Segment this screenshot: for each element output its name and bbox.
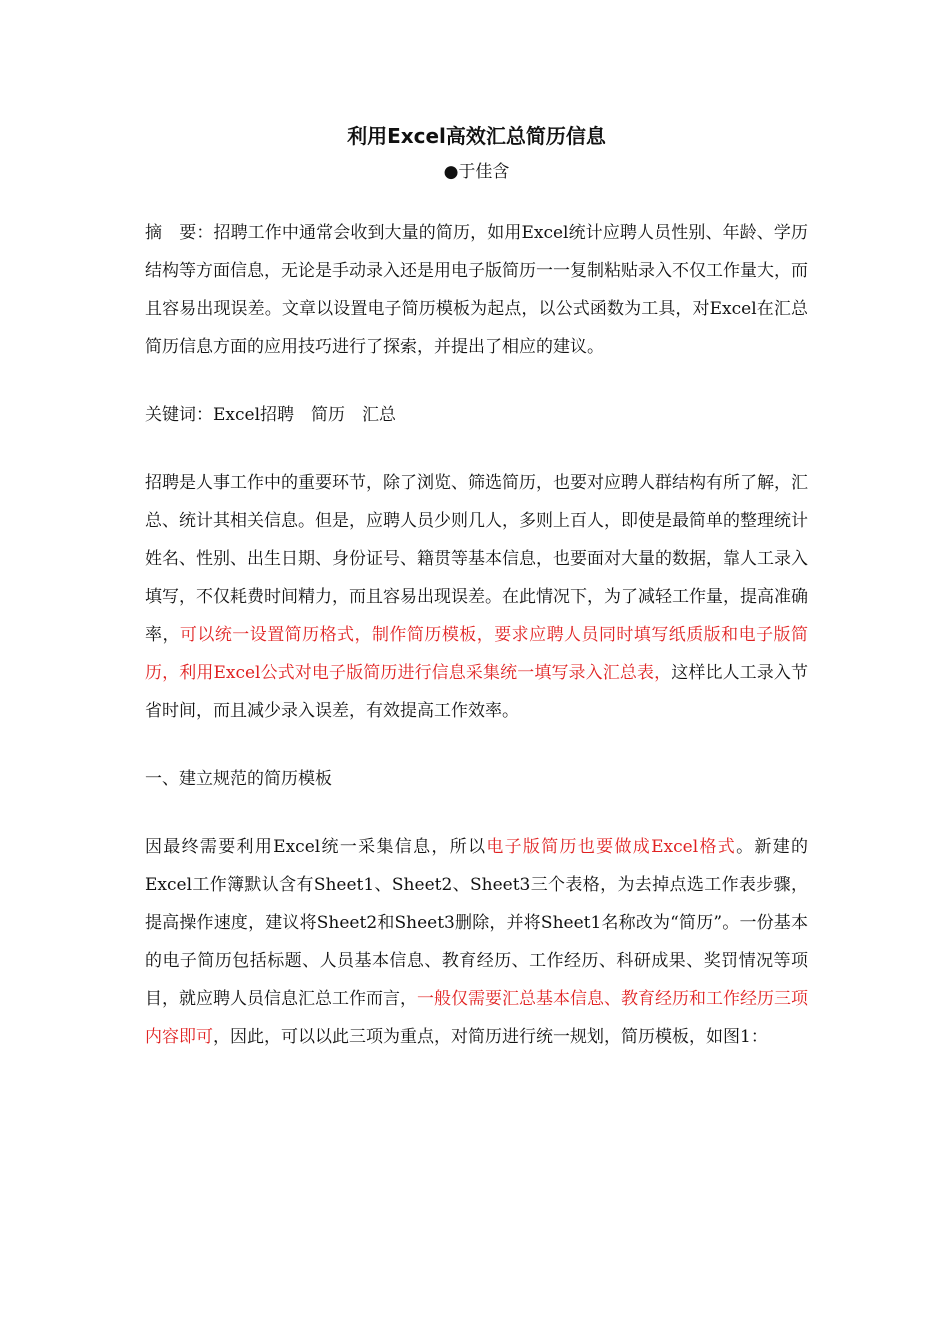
intro-text-1: 招聘是人事工作中的重要环节，除了浏览、筛选简历，也要对应聘人群结构有所了解，汇总、统计其相关信息。但是，应聘人员少则几人，多则上百人，即使是最简单的整理统计姓名、性别、出生日期、身份证号、籍贯等基本信息，也要面对大量的数据，靠人工录入填写，不仅耗费时间精力，而且容易出现误差。在此情况下，为了减轻工作量，提高准确率， (145, 473, 808, 645)
document-title: 利用Excel高效汇总简历信息 (347, 124, 606, 148)
section-1-text-2: 。新建的Excel工作簿默认含有Sheet1、Sheet2、Sheet3三个表格，为去掉点选工作表步骤，提高操作速度，建议将Sheet2和Sheet3删除，并将Sheet1名称改为“简历”。一份基本的电子简历包括标题、人员基本信息、教育经历、工作经历、科研成果、奖罚情况等项目，就应聘人员信息汇总工作而言， (145, 837, 809, 1009)
section-1-text-3: ，因此，可以以此三项为重点，对简历进行统一规划，简历模板，如图1： (213, 1027, 768, 1047)
keywords-label: 关键词： (145, 405, 213, 425)
intro-paragraph (145, 464, 808, 730)
abstract-text: 招聘工作中通常会收到大量的简历，如用Excel统计应聘人员性别、年龄、学历结构等方面信息，无论是手动录入还是用电子版简历一一复制粘贴录入不仅工作量大，而且容易出现误差。文章以设置电子简历模板为起点，以公式函数为工具，对Excel在汇总简历信息方面的应用技巧进行了探索，并提出了相应的建议。 (145, 223, 809, 357)
section-1-heading: 一、建立规范的简历模板 (145, 769, 332, 789)
keywords-text: Excel招聘 简历 汇总 (213, 405, 397, 425)
section-1-text-1: 因最终需要利用Excel统一采集信息，所以 (145, 837, 487, 857)
section-1-highlight-1: 电子版简历也要做成Excel格式 (486, 837, 737, 857)
abstract-label: 摘 要： (145, 223, 214, 243)
document-body (145, 118, 808, 1086)
intro-text-2: 这样比人工录入节省时间，而且减少录入误差，有效提高工作效率。 (145, 663, 809, 721)
section-1-highlight-2: 一般仅需要汇总基本信息、教育经历和工作经历三项内容即可 (145, 989, 808, 1047)
keywords-paragraph (145, 396, 808, 434)
author-line: ●于佳含 (443, 162, 510, 182)
intro-highlight-1: 可以统一设置简历格式，制作简历模板，要求应聘人员同时填写纸质版和电子版简历，利用Excel公式对电子版简历进行信息采集统一填写录入汇总表， (145, 625, 809, 683)
abstract-paragraph (145, 214, 808, 366)
section-1-paragraph (145, 828, 808, 1056)
